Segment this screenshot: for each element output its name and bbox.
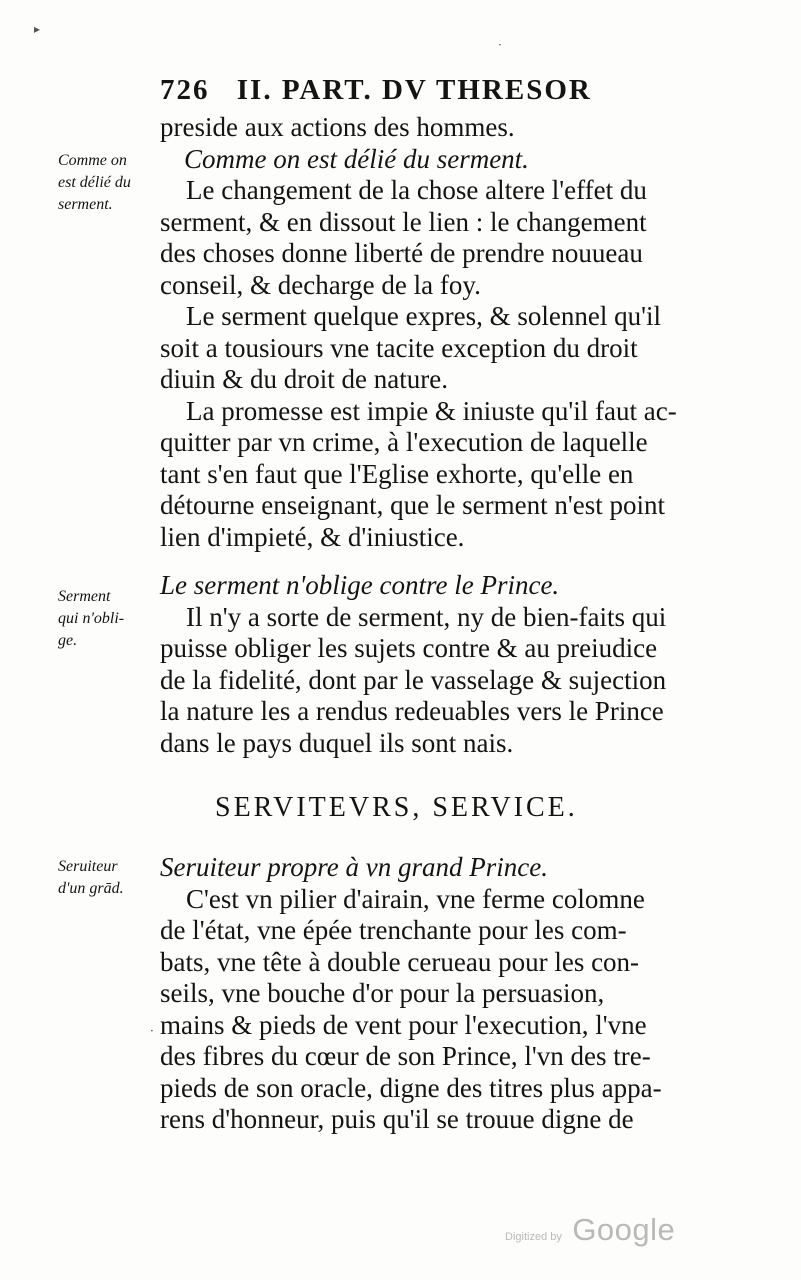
page-number: 726 (160, 74, 210, 106)
margin-note-oath-release (58, 150, 158, 216)
text-block-servant (160, 852, 700, 1136)
margin-note-line: d'un grād. (58, 880, 124, 897)
subheading-servant: Seruiteur propre à vn grand Prince. (160, 852, 548, 882)
google-logo: Google (572, 1212, 676, 1247)
text-line: détourne enseignant, que le serment n'est point (160, 490, 665, 520)
subheading-oath-release: Comme on est délié du serment. (184, 143, 529, 174)
text-line: Le changement de la chose altere l'effet du (186, 175, 647, 205)
text-line: tant s'en faut que l'Eglise exhorte, qu'elle en (160, 458, 634, 489)
text-line: quitter par vn crime, à l'execution de laquelle (160, 427, 648, 457)
text-line: puisse obliger les sujets contre & au preiudice (160, 633, 658, 663)
text-line: lien d'impieté, & d'iniustice. (160, 521, 465, 552)
text-line: C'est vn pilier d'airain, vne ferme colomne (186, 883, 645, 914)
section-heading: SERVITEVRS, SERVICE. (215, 792, 578, 823)
margin-note-oath-prince (58, 586, 158, 652)
running-title: II. PART. DV THRESOR (236, 74, 592, 106)
margin-note-line: est délié du (58, 174, 131, 191)
text-line: la nature les a rendus redeuables vers le Prince (160, 696, 664, 726)
text-block-oath-release (160, 112, 700, 553)
text-line: des choses donne liberté de prendre nouueau (160, 238, 643, 268)
text-line: preside aux actions des hommes. (160, 112, 515, 142)
text-line: des fibres du cœur de son Prince, l'vn des tre- (160, 1041, 651, 1071)
scan-speck: · (150, 1024, 154, 1038)
text-line: pieds de son oracle, digne des titres plus appa- (160, 1072, 662, 1103)
text-line: Le serment quelque expres, & solennel qu'il (186, 301, 661, 331)
running-header (160, 74, 630, 107)
text-line: soit a tousiours vne tacite exception du droit (160, 332, 638, 363)
subheading-oath-prince: Le serment n'oblige contre le Prince. (160, 570, 560, 600)
margin-note-servant (58, 856, 158, 900)
text-line: dans le pays duquel ils sont nais. (160, 727, 514, 758)
digitized-by-google-watermark (505, 1212, 675, 1248)
text-line: de la fidelité, dont par le vasselage & sujection (160, 664, 667, 695)
text-line: serment, & en dissout le lien : le changement (160, 206, 647, 237)
watermark-prefix: Digitized by (505, 1231, 562, 1243)
scan-speck: ▸ (34, 22, 41, 36)
text-line: conseil, & decharge de la foy. (160, 269, 481, 300)
text-line: Il n'y a sorte de serment, ny de bien-faits qui (186, 601, 667, 632)
text-line: bats, vne tête à double cerueau pour les con- (160, 946, 640, 977)
text-line: seils, vne bouche d'or pour la persuasion, (160, 978, 605, 1008)
text-line: diuin & du droit de nature. (160, 364, 448, 394)
margin-note-line: serment. (58, 196, 113, 213)
margin-note-line: Seruiteur (58, 858, 118, 875)
margin-note-line: Serment (58, 588, 111, 605)
margin-note-line: ge. (58, 632, 78, 649)
text-line: de l'état, vne épée trenchante pour les com- (160, 915, 627, 945)
margin-note-line: qui n'obli- (58, 610, 125, 627)
scan-speck: · (498, 38, 502, 52)
margin-note-line: Comme on (58, 152, 127, 169)
text-line: mains & pieds de vent pour l'execution, l'vne (160, 1009, 647, 1040)
text-line: La promesse est impie & iniuste qu'il faut ac- (186, 395, 677, 426)
text-line: rens d'honneur, puis qu'il se trouue digne de (160, 1104, 634, 1134)
text-block-oath-prince (160, 570, 700, 759)
